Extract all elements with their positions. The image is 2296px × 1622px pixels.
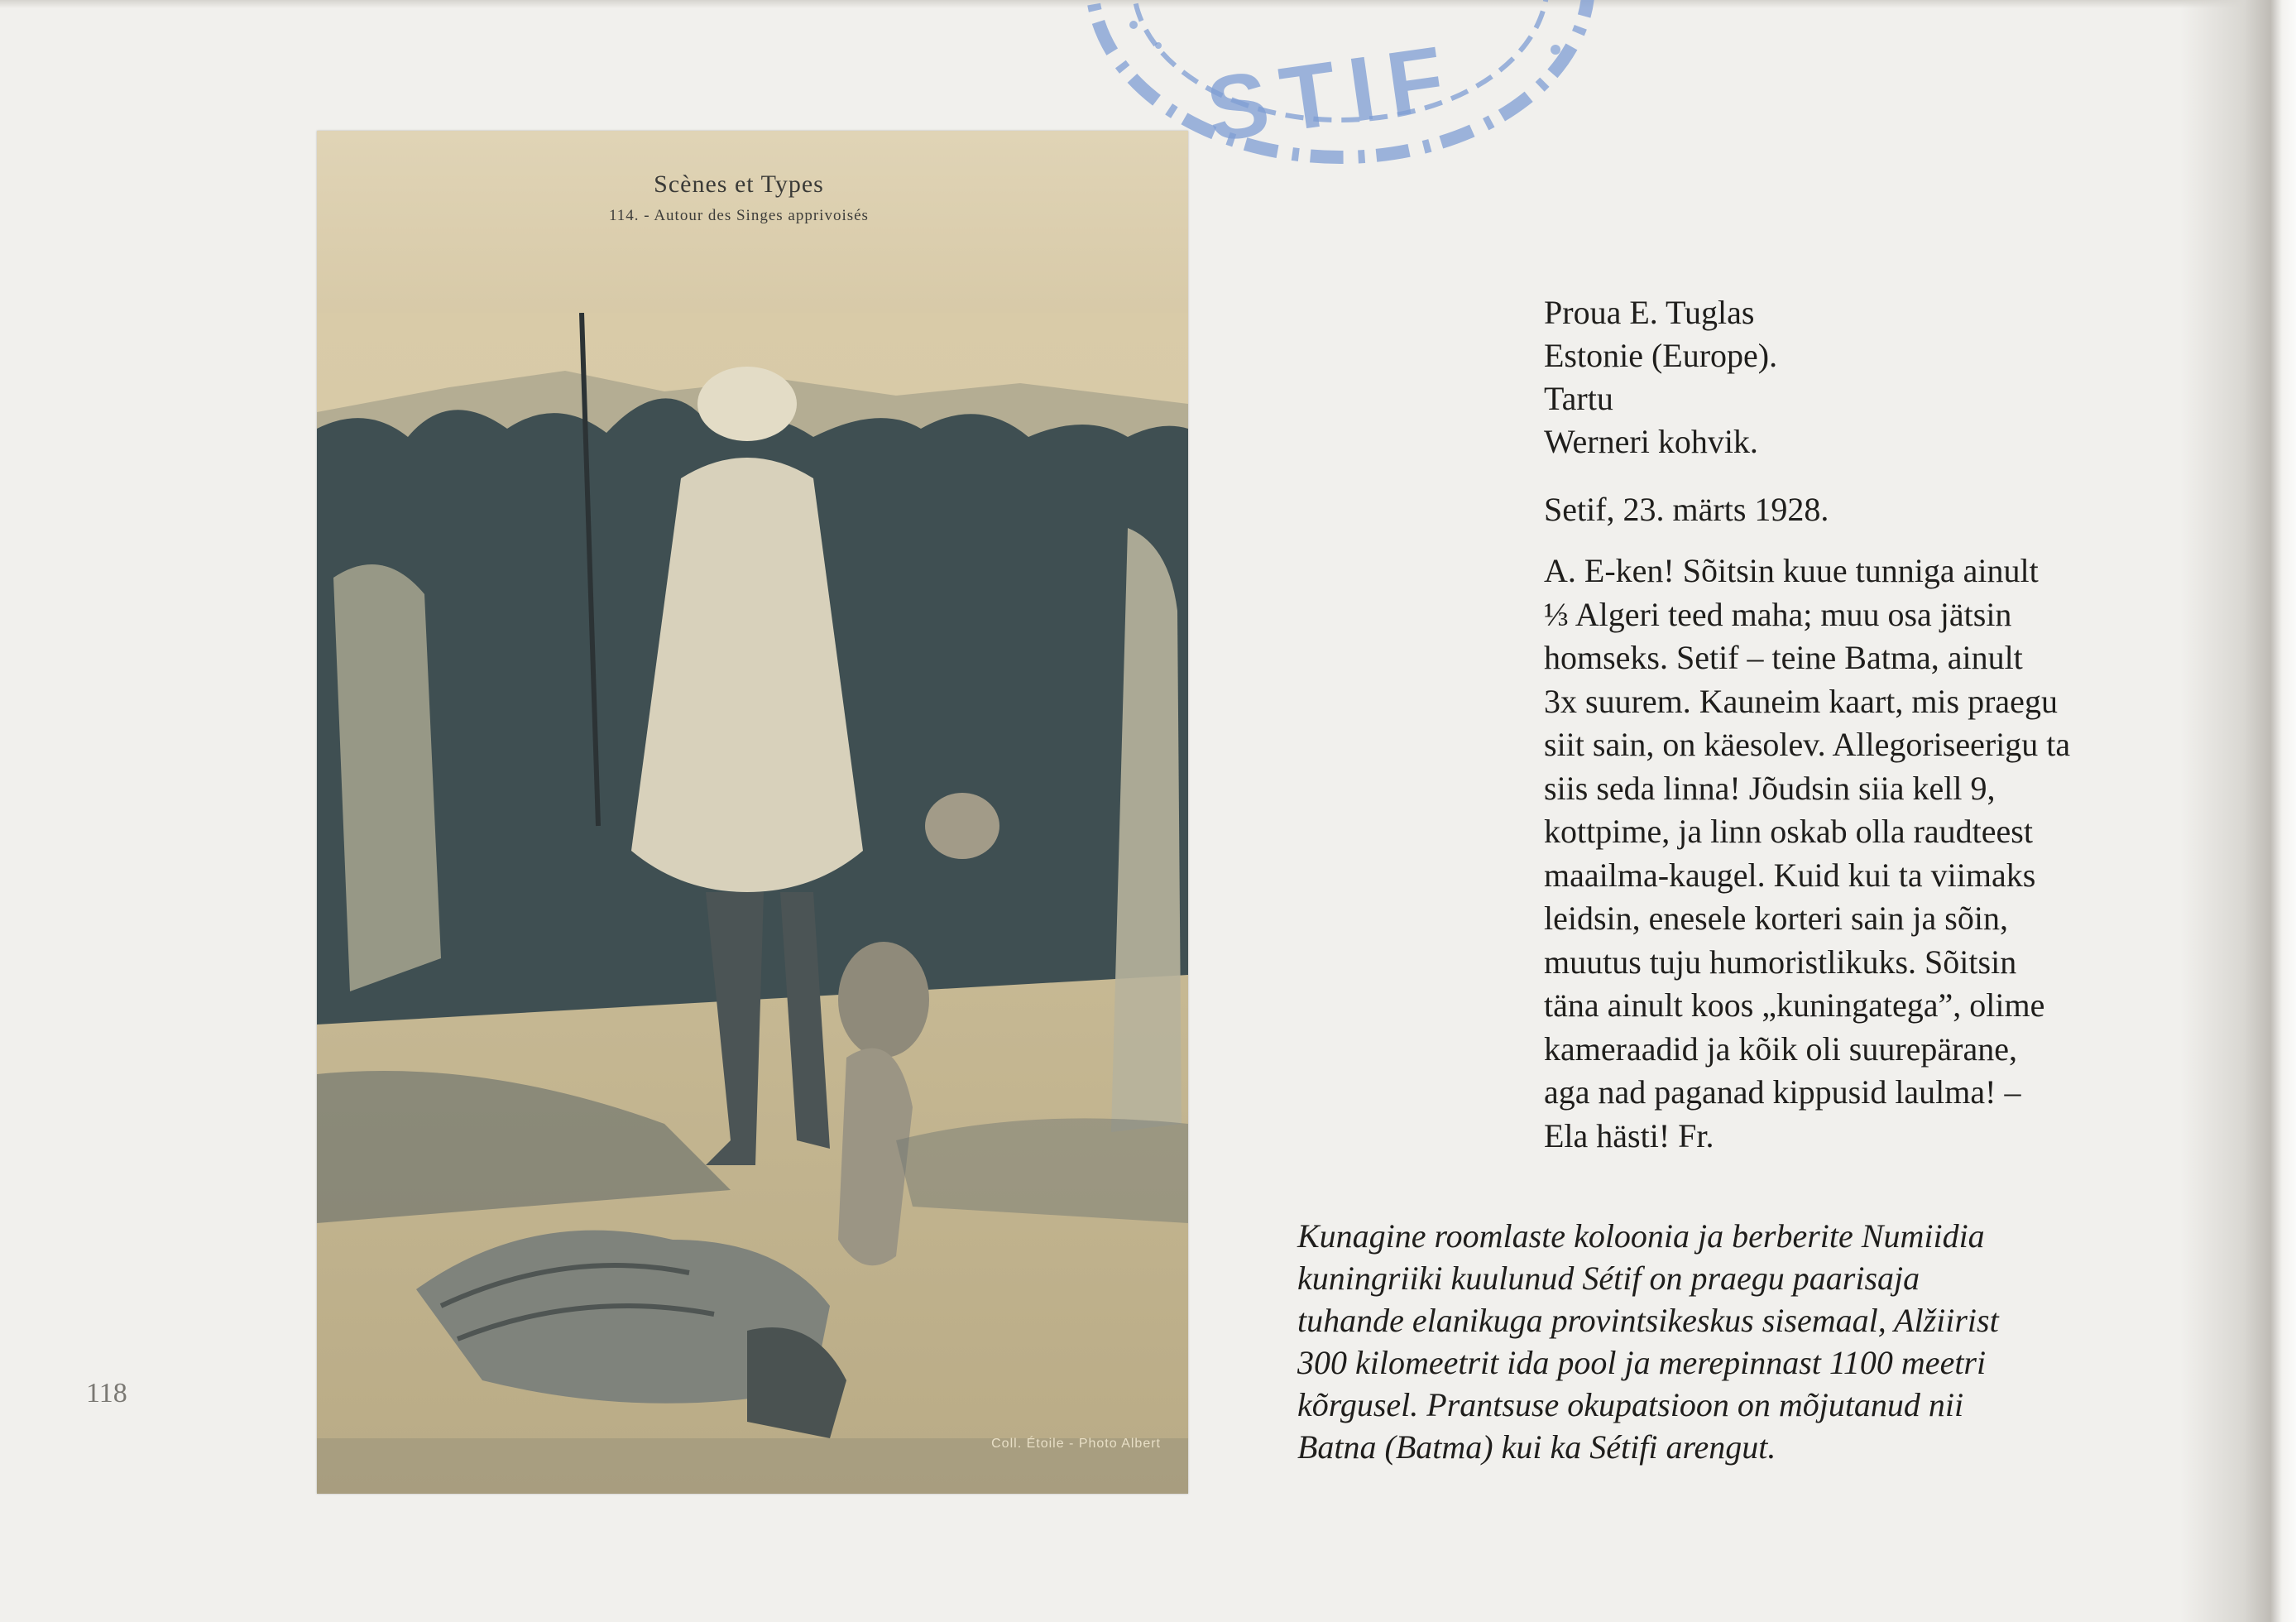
letter-line: siis seda linna! Jõudsin siia kell 9,	[1544, 769, 1996, 807]
letter-line: ⅓ Algeri teed maha; muu osa jätsin	[1544, 595, 2012, 633]
letter-text	[1544, 549, 2206, 1158]
letter-line: maailma-kaugel. Kuid kui ta viimaks	[1544, 856, 2036, 894]
postcard-series-title: Scènes et Types	[654, 170, 824, 198]
postcard-photo-credit: Coll. Étoile - Photo Albert	[991, 1437, 1161, 1451]
commentary-line: kõrgusel. Prantsuse okupatsioon on mõjutanud nii	[1297, 1386, 1964, 1423]
postcard-header	[317, 131, 1188, 329]
commentary-line: kuningriiki kuulunud Sétif on praegu paarisaja	[1297, 1260, 1920, 1297]
letter-date: Setif, 23. märts 1928.	[1544, 491, 1829, 528]
commentary-line: Kunagine roomlaste koloonia ja berberite Numiidia	[1297, 1217, 1985, 1255]
commentary-line: 300 kilomeetrit ida pool ja merepinnast 1100 meetri	[1297, 1344, 1987, 1381]
page-number: 118	[86, 1378, 127, 1408]
address-line: Estonie (Europe).	[1544, 337, 1778, 374]
editorial-commentary	[1297, 1215, 2125, 1468]
address-line: Werneri kohvik.	[1544, 423, 1758, 460]
address-line: Tartu	[1544, 380, 1613, 417]
letter-line: kottpime, ja linn oskab olla raudteest	[1544, 813, 2033, 850]
letter-line: homseks. Setif – teine Batma, ainult	[1544, 639, 2023, 676]
address-line: Proua E. Tuglas	[1544, 294, 1755, 331]
letter-line: Ela hästi! Fr.	[1544, 1116, 1714, 1154]
postmark-text: STIF	[1201, 25, 1464, 161]
postcard-caption: 114. - Autour des Singes apprivoisés	[609, 207, 869, 224]
letter-line: muutus tuju humoristlikuks. Sõitsin	[1544, 943, 2017, 981]
postcard	[317, 131, 1188, 1494]
commentary-line: Batna (Batma) kui ka Sétifi arengut.	[1297, 1428, 1776, 1466]
postcard-address	[1544, 291, 1777, 463]
letter-line: aga nad paganad kippusid laulma! –	[1544, 1073, 2021, 1111]
letter-line: siit sain, on käesolev. Allegoriseerigu ta	[1544, 726, 2071, 763]
postcard-photograph	[317, 313, 1188, 1494]
letter-line: leidsin, enesele korteri sain ja sõin,	[1544, 900, 2008, 937]
letter-line: täna ainult koos „kuningatega”, olime	[1544, 986, 2045, 1024]
letter-line: 3x suurem. Kauneim kaart, mis praegu	[1544, 682, 2058, 720]
letter-line: kameraadid ja kõik oli suurepärane,	[1544, 1029, 2017, 1068]
letter-line: A. E-ken! Sõitsin kuue tunniga ainult	[1544, 552, 2039, 589]
commentary-line: tuhande elanikuga provintsikeskus sisemaal, Alžiirist	[1297, 1302, 1999, 1339]
